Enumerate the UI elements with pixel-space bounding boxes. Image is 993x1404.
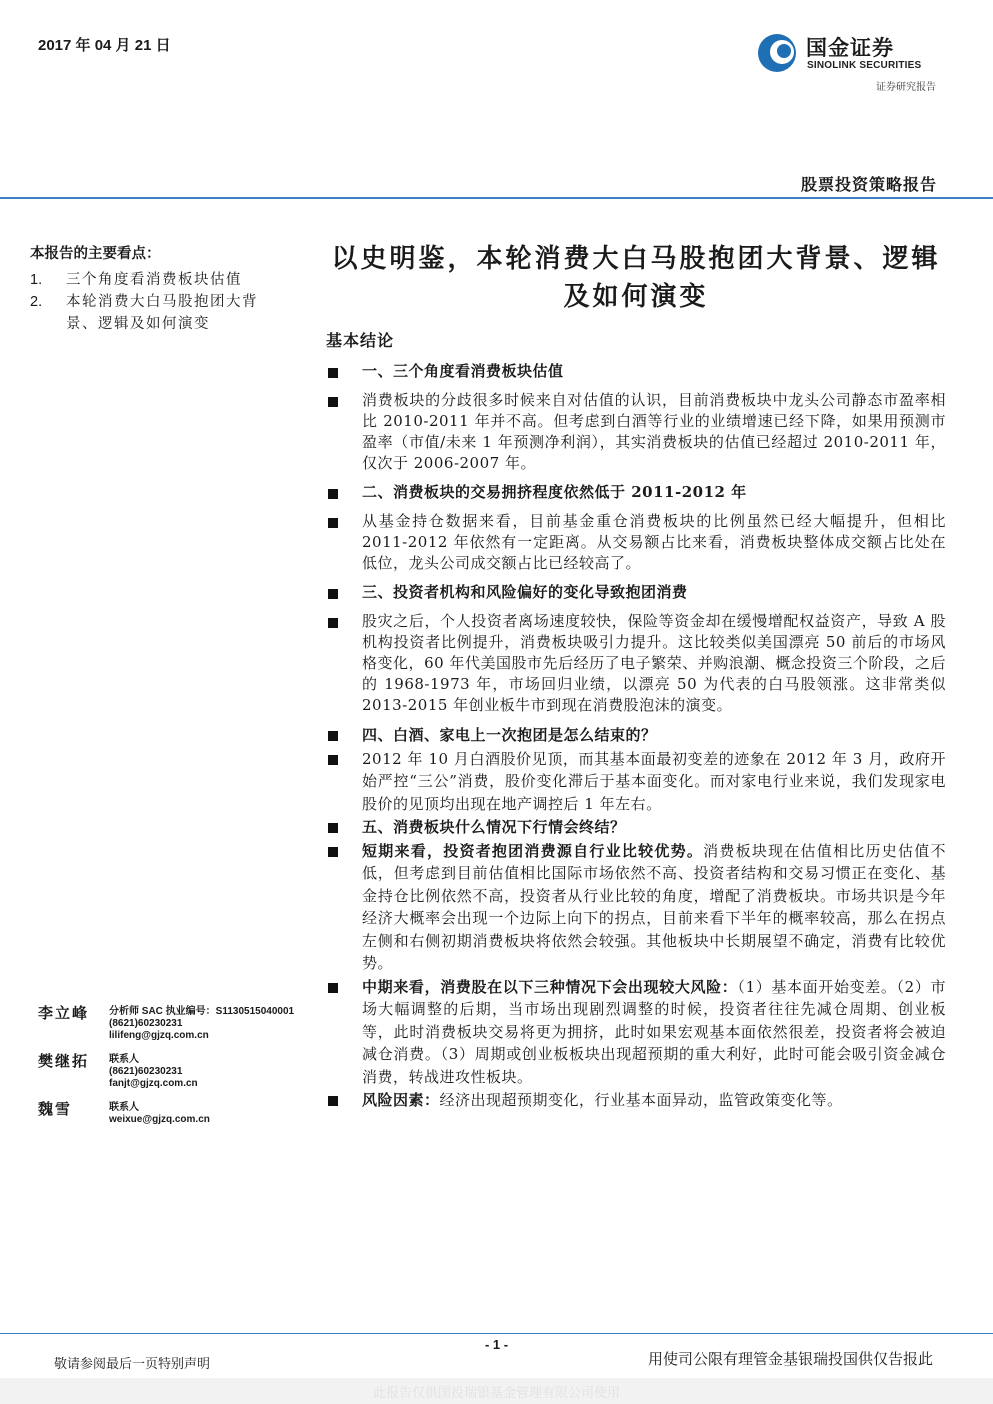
bullet-heading [326,482,946,503]
author-info [109,1102,210,1126]
bullet-square-icon [328,518,338,528]
footer-divider [0,1333,993,1334]
bullet-body [326,840,946,975]
bullet-body [326,611,946,716]
bullet-body [326,1089,946,1112]
watermark-text: 此报告仅供国投瑞银基金管理有限公司使用 [372,1386,620,1401]
author-email[interactable]: weixue@gjzq.com.cn [109,1114,210,1125]
bullet-body [326,390,946,474]
bullet-text [362,840,946,975]
authors-block [38,1002,328,1146]
bullet-heading [326,361,946,382]
bullet-lead: 风险因素： [362,1091,440,1109]
bullet-text: 三、投资者机构和风险偏好的变化导致抱团消费 [362,583,688,601]
bullet-heading [326,582,946,603]
bullet-text: 四、白酒、家电上一次抱团是怎么结束的？ [362,726,657,744]
footer-disclaimer: 敬请参阅最后一页特别声明 [54,1357,211,1372]
logo-english-name: SINOLINK SECURITIES [807,60,922,71]
logo-chinese-name: 国金证券 [806,36,894,60]
company-logo [756,30,946,94]
key-points-title: 本报告的主要看点： [30,245,161,262]
bullet-square-icon [328,618,338,628]
bullet-square-icon [328,397,338,407]
report-type: 股票投资策略报告 [800,175,937,194]
footer-usage-note: 用使司公限有理管金基银瑞投国供仅告报此 [647,1350,933,1368]
bullet-lead: 中期来看，消费股在以下三种情况下会出现较大风险： [362,977,738,996]
bullet-square-icon [328,368,338,378]
bullet-square-icon [328,489,338,499]
author-entry [38,1002,328,1050]
key-point-item [30,269,290,291]
author-phone: (8621)60230231 [109,1066,183,1077]
author-info [109,1054,198,1090]
report-date: 2017 年 04 月 21 日 [38,37,171,54]
bullet-body-text: 消费板块现在估值相比历史估值不低，但考虑到目前估值相比国际市场依然不高、投资者结构和交易习惯正在变化、基金持仓比例依然不高，投资者从行业比较的角度，增配了消费板块。市场共识是今年经济大概率会出现一个边际上向下的拐点，目前来看下半年的概率较高，那么在拐点左侧和右侧初期消费板块将依然会较强。其他板块中长期展望不确定，消费有比较优势。 [362,841,946,972]
bullet-square-icon [328,1096,338,1106]
author-name: 樊继拓 [38,1052,90,1070]
bullet-text: 从基金持仓数据来看，目前基金重仓消费板块的比例虽然已经大幅提升，但相比 2011-2012 年依然有一定距离。从交易额占比来看，消费板块整体成交额占比处在低位，龙头公司成交额占比已经较高了。 [362,512,946,572]
bullet-text [362,1089,946,1112]
key-point-text: 三个角度看消费板块估值 [66,272,242,288]
bullet-text: 五、消费板块什么情况下行情会终结？ [362,818,626,836]
author-name: 李立峰 [38,1004,90,1022]
key-point-number: 2. [30,294,43,310]
key-point-text: 本轮消费大白马股抱团大背景、逻辑及如何演变 [66,294,258,332]
author-title: 联系人 [109,1102,139,1113]
author-entry [38,1050,328,1098]
bullet-square-icon [328,823,338,833]
section-heading: 基本结论 [326,331,395,350]
bullet-body [326,976,946,1089]
author-email[interactable]: lilifeng@gjzq.com.cn [109,1030,209,1041]
bullet-body [326,748,946,816]
key-points-sidebar [30,242,290,335]
bullet-square-icon [328,755,338,765]
header-divider [0,197,993,199]
bullet-body-text: 经济出现超预期变化，行业基本面异动，监管政策变化等。 [439,1091,843,1109]
author-phone: (8621)60230231 [109,1018,183,1029]
author-title: 联系人 [109,1054,139,1065]
report-title: 以史明鉴，本轮消费大白马股抱团大背景、逻辑及如何演变 [331,244,941,312]
bullet-square-icon [328,589,338,599]
bullet-body-text: （1）基本面开始变差。（2）市场大幅调整的后期，当市场出现剧烈调整的时候，投资者往往先减仓周期、创业板等，此时消费板块交易将更为拥挤，此时如果宏观基本面依然很差，投资者将会被迫减仓消费。（3）周期或创业板板块出现超预期的重大利好，此时可能会吸引资金减仓消费，转战进攻性板块。 [362,977,946,1086]
key-point-number: 1. [30,272,43,288]
author-name: 魏雪 [38,1100,73,1118]
bullet-square-icon [328,983,338,993]
bullet-square-icon [328,731,338,741]
page-number: - 1 - [484,1337,509,1352]
sinolink-logo-icon [756,32,798,74]
bullet-text: 股灾之后，个人投资者离场速度较快，保险等资金却在缓慢增配权益资产，导致 A 股机构投资者比例提升，消费板块吸引力提升。这比较类似美国漂亮 50 前后的市场风格变化，60 年代美国股市先后经历了电子繁荣、并购浪潮、概念投资三个阶段，之后的 1968-1973 年，市场回归业绩，以漂亮 50 为代表的白马股领涨。这非常类似 2013-2015 年创业板牛市到现在消费股泡沫的演变。 [362,612,946,714]
logo-subtitle: 证券研究报告 [876,82,936,93]
bullet-text: 消费板块的分歧很多时候来自对估值的认识，目前消费板块中龙头公司静态市盈率相比 2010-2011 年并不高。但考虑到白酒等行业的业绩增速已经下降，如果用预测市盈率（市值/未来 1 年预测净利润），其实消费板块的估值已经超过 2010-2011 年，仅次于 2006-2007 年。 [362,391,946,472]
author-title: 分析师 SAC 执业编号：S1130515040001 [109,1006,295,1017]
bullet-heading [326,816,946,839]
main-content [326,240,946,1113]
author-email[interactable]: fanjt@gjzq.com.cn [109,1078,198,1089]
bullet-text [362,976,946,1089]
bullet-text: 一、三个角度看消费板块估值 [362,362,564,380]
bullet-square-icon [328,847,338,857]
bullet-lead: 短期来看，投资者抱团消费源自行业比较优势。 [362,841,704,860]
bullet-text: 二、消费板块的交易拥挤程度依然低于 2011-2012 年 [362,483,747,501]
bullet-heading [326,724,946,747]
bullet-text: 2012 年 10 月白酒股价见顶，而其基本面最初变差的迹象在 2012 年 3 月，政府开始严控“三公”消费，股价变化滞后于基本面变化。而对家电行业来说，我们发现家电股价的见顶均出现在地产调控后 1 年左右。 [362,749,946,813]
key-point-item [30,291,290,335]
author-info [109,1006,294,1042]
bullet-body [326,511,946,574]
author-entry [38,1098,328,1146]
